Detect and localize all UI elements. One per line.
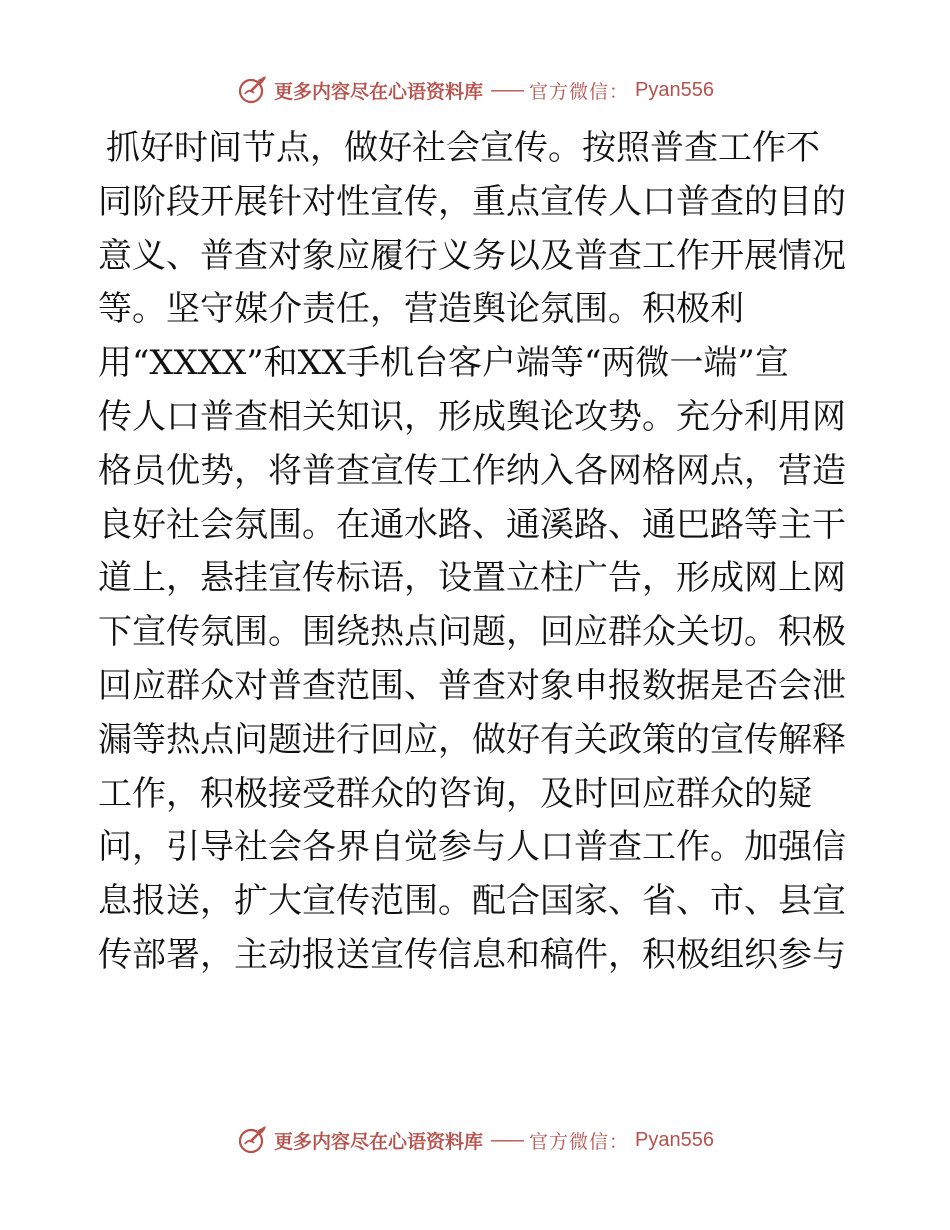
body-line: 等。坚守媒介责任，营造舆论氛围。积极利 <box>98 289 744 330</box>
watermark-official-label: 官方微信： <box>529 1130 630 1153</box>
watermark-site-text: 更多内容尽在心语资料库 <box>274 1130 484 1153</box>
body-line: 回应群众对普查范围、普查对象申报数据是否会泄 <box>98 665 846 706</box>
body-line: 息报送，扩大宣传范围。配合国家、省、市、县宣 <box>98 881 846 922</box>
body-line: 道上，悬挂宣传标语，设置立柱广告，形成网上网 <box>98 558 846 599</box>
watermark-site-text: 更多内容尽在心语资料库 <box>274 80 484 103</box>
body-line: 用“XXXX”和XX手机台客户端等“两微一端”宣 <box>98 343 789 384</box>
footer-watermark <box>0 1122 950 1158</box>
body-line: 传人口普查相关知识，形成舆论攻势。充分利用网 <box>98 396 846 437</box>
header-watermark <box>0 72 950 108</box>
quill-logo-icon <box>236 1124 268 1156</box>
watermark-separator: —— <box>490 1129 523 1151</box>
watermark-wechat-id: Pyan556 <box>635 78 714 101</box>
body-line: 漏等热点问题进行回应，做好有关政策的宣传解释 <box>98 719 846 760</box>
body-line: 工作，积极接受群众的咨询，及时回应群众的疑 <box>98 773 812 814</box>
quill-logo-icon <box>236 74 268 106</box>
body-line: 格员优势，将普查宣传工作纳入各网格网点，营造 <box>98 450 846 491</box>
body-line: 抓好时间节点，做好社会宣传。按照普查工作不 <box>106 128 820 168</box>
watermark-official-label: 官方微信： <box>529 80 630 103</box>
document-body <box>98 122 858 983</box>
body-line: 下宣传氛围。围绕热点问题，回应群众关切。积极 <box>98 612 846 653</box>
body-line: 意义、普查对象应履行义务以及普查工作开展情况 <box>98 235 846 276</box>
body-line: 良好社会氛围。在通水路、通溪路、通巴路等主干 <box>98 504 846 545</box>
watermark-separator: —— <box>490 79 523 101</box>
body-line: 同阶段开展针对性宣传，重点宣传人口普查的目的 <box>98 181 846 222</box>
body-line: 传部署，主动报送宣传信息和稿件，积极组织参与 <box>98 934 846 975</box>
body-line: 问，引导社会各界自觉参与人口普查工作。加强信 <box>98 827 846 868</box>
watermark-wechat-id: Pyan556 <box>635 1128 714 1151</box>
